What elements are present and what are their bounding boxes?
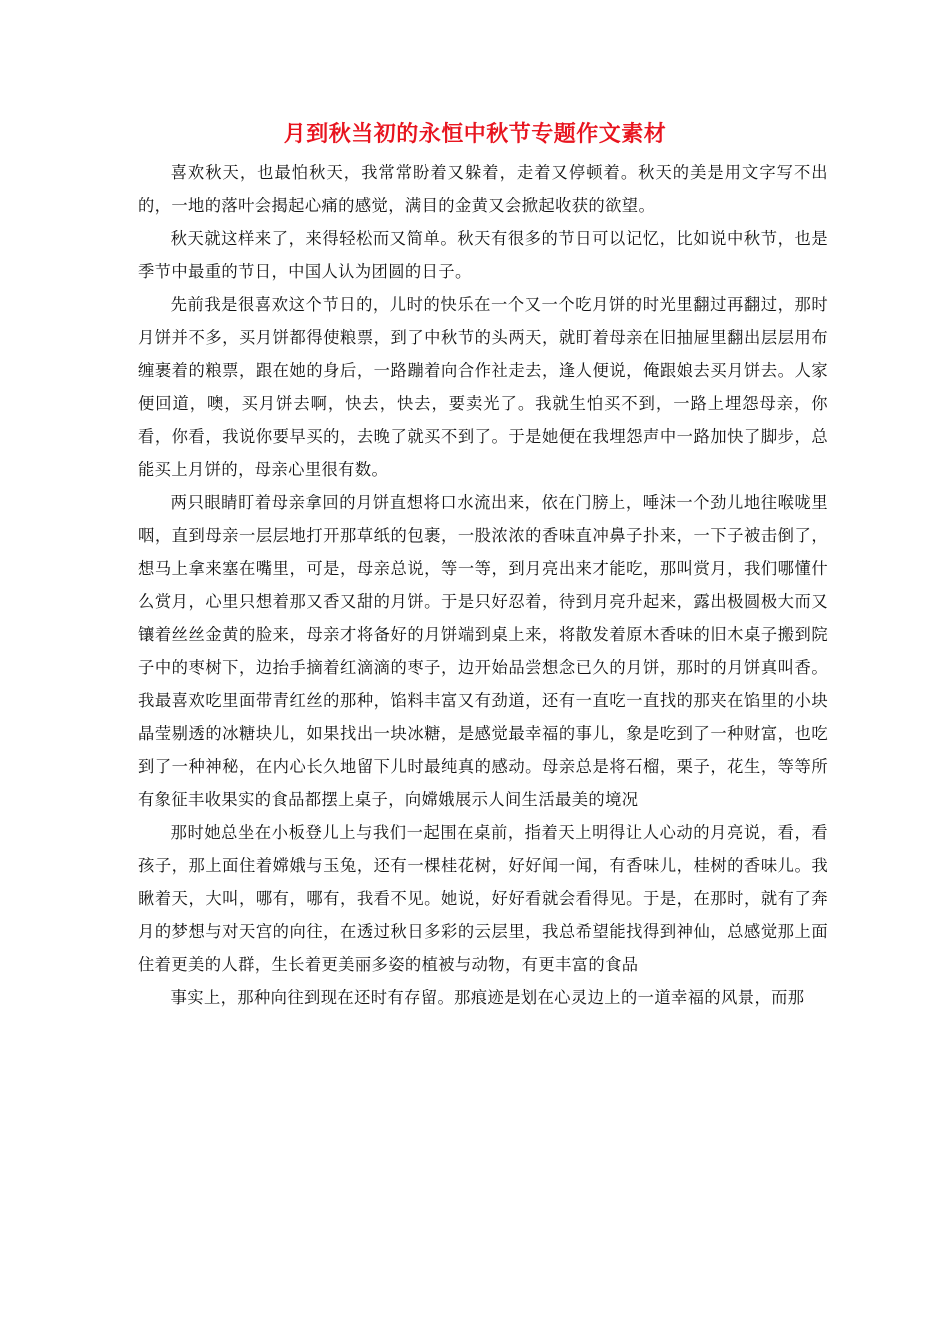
paragraph-4: 两只眼睛盯着母亲拿回的月饼直想将口水流出来，依在门膀上，唾沫一个劲儿地往喉咙里咽，直到母亲一层层地打开那草纸的包裹，一股浓浓的香味直冲鼻子扑来，一下子被击倒了，想马上拿来塞在嘴里，可是，母亲总说，等一等，到月亮出来才能吃，那叫赏月，我们哪懂什么赏月，心里只想着那又香又甜的月饼。于是只好忍着，待到月亮升起来，露出极圆极大而又镶着丝丝金黄的脸来，母亲才将备好的月饼端到桌上来，将散发着原木香味的旧木桌子搬到院子中的枣树下，边抬手摘着红滴滴的枣子，边开始品尝想念已久的月饼，那时的月饼真叫香。我最喜欢吃里面带青红丝的那种，馅料丰富又有劲道，还有一直吃一直找的那夹在馅里的小块晶莹剔透的冰糖块儿，如果找出一块冰糖，是感觉最幸福的事儿，象是吃到了一种财富，也吃到了一种神秘，在内心长久地留下儿时最纯真的感动。母亲总是将石榴，栗子，花生，等等所有象征丰收果实的食品都摆上桌子，向嫦娥展示人间生活最美的境况 (138, 493, 828, 809)
paragraph-1: 喜欢秋天，也最怕秋天，我常常盼着又躲着，走着又停顿着。秋天的美是用文字写不出的，一地的落叶会揭起心痛的感觉，满目的金黄又会掀起收获的欲望。 (138, 163, 828, 215)
paragraph-6: 事实上，那种向往到现在还时有存留。那痕迹是划在心灵边上的一道幸福的风景，而那 (170, 988, 805, 1007)
paragraph-5: 那时她总坐在小板登儿上与我们一起围在桌前，指着天上明得让人心动的月亮说，看，看孩子，那上面住着嫦娥与玉兔，还有一棵桂花树，好好闻一闻，有香味儿，桂树的香味儿。我瞅着天，大叫，哪有，哪有，我看不见。她说，好好看就会看得见。于是，在那时，就有了奔月的梦想与对天宫的向往，在透过秋日多彩的云层里，我总希望能找得到神仙，总感觉那上面住着更美的人群，生长着更美丽多姿的植被与动物，有更丰富的食品 (138, 823, 828, 974)
document-title: 月到秋当初的永恒中秋节专题作文素材 (283, 122, 667, 147)
paragraph-2: 秋天就这样来了，来得轻松而又简单。秋天有很多的节日可以记忆，比如说中秋节，也是季节中最重的节日，中国人认为团圆的日子。 (138, 229, 828, 281)
paragraph-3: 先前我是很喜欢这个节日的，儿时的快乐在一个又一个吃月饼的时光里翻过再翻过，那时月饼并不多，买月饼都得使粮票，到了中秋节的头两天，就盯着母亲在旧抽屉里翻出层层用布缠裹着的粮票，跟在她的身后，一路蹦着向合作社走去，逢人便说，俺跟娘去买月饼去。人家便回道，噢，买月饼去啊，快去，快去，要卖光了。我就生怕买不到，一路上埋怨母亲，你看，你看，我说你要早买的，去晚了就买不到了。于是她便在我埋怨声中一路加快了脚步，总能买上月饼的，母亲心里很有数。 (138, 295, 828, 479)
document-body (138, 156, 828, 1014)
